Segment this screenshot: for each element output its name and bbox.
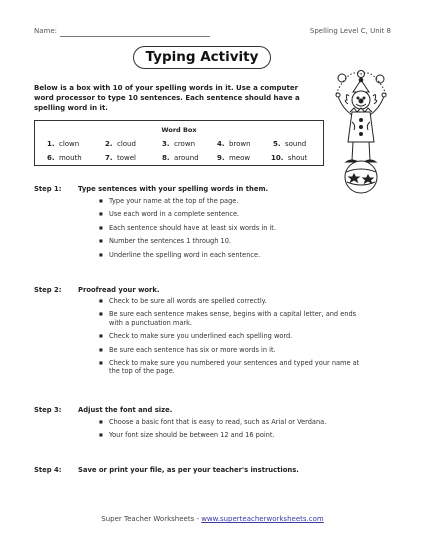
step-3-heading: Adjust the font and size.: [78, 406, 173, 414]
step-1-label: Step 1:: [34, 185, 62, 193]
word-item: 6. mouth: [47, 154, 82, 162]
step-3-bullets: [99, 418, 369, 445]
word-item: 3. crown: [162, 140, 196, 148]
word-item: 7. towel: [105, 154, 136, 162]
word-item: 9. meow: [217, 154, 251, 162]
list-item: ■ Type your name at the top of the page.: [99, 197, 369, 205]
list-item: ■ Check to be sure all words are spelled correctly.: [99, 297, 369, 305]
word-item: 5. sound: [273, 140, 307, 148]
list-item: ■ Underline the spelling word in each sentence.: [99, 251, 369, 259]
step-4-label: Step 4:: [34, 466, 62, 474]
page-footer: [0, 515, 425, 523]
list-item: ■ Your font size should be between 12 and 16 point.: [99, 431, 369, 439]
footer-text: Super Teacher Worksheets -: [101, 515, 202, 523]
word-item: 4. brown: [217, 140, 251, 148]
step-2-bullets: [99, 297, 369, 381]
level-label: Spelling Level C, Unit 8: [309, 27, 391, 35]
step-1-bullets: [99, 197, 369, 264]
word-item: 10. shout: [271, 154, 308, 162]
list-item: ■ Each sentence should have at least six words in it.: [99, 224, 369, 232]
list-item: ■ Check to make sure you underlined each spelling word.: [99, 332, 369, 340]
step-2-heading: Proofread your work.: [78, 286, 160, 294]
page-header: [34, 27, 391, 39]
intro-text: Below is a box with 10 of your spelling words in it. Use a computer word processor to type 10 sentences. Each sentence should have a spelling word in it.: [34, 84, 300, 112]
footer-link[interactable]: www.superteacherworksheets.com: [201, 515, 324, 523]
step-4-heading: Save or print your file, as per your teacher's instructions.: [78, 466, 299, 474]
step-2-label: Step 2:: [34, 286, 62, 294]
word-box: [34, 120, 324, 166]
word-item: 1. clown: [47, 140, 80, 148]
list-item: ■ Be sure each sentence has six or more words in it.: [99, 346, 369, 354]
clown-juggler-illustration: [328, 70, 394, 195]
page-title: Typing Activity: [133, 46, 271, 69]
word-item: 8. around: [162, 154, 199, 162]
step-3-label: Step 3:: [34, 406, 62, 414]
list-item: ■ Use each word in a complete sentence.: [99, 210, 369, 218]
name-label: Name:: [34, 27, 58, 35]
list-item: ■ Choose a basic font that is easy to read, such as Arial or Verdana.: [99, 418, 369, 426]
list-item: ■ Be sure each sentence makes sense, begins with a capital letter, and ends with a punctuation mark.: [99, 310, 369, 327]
list-item: ■ Number the sentences 1 through 10.: [99, 237, 369, 245]
name-line: [60, 36, 210, 37]
step-1-heading: Type sentences with your spelling words in them.: [78, 185, 269, 193]
word-box-title: Word Box: [161, 126, 197, 134]
word-item: 2. cloud: [105, 140, 136, 148]
list-item: ■ Check to make sure you numbered your sentences and typed your name at the top of the page.: [99, 359, 369, 376]
